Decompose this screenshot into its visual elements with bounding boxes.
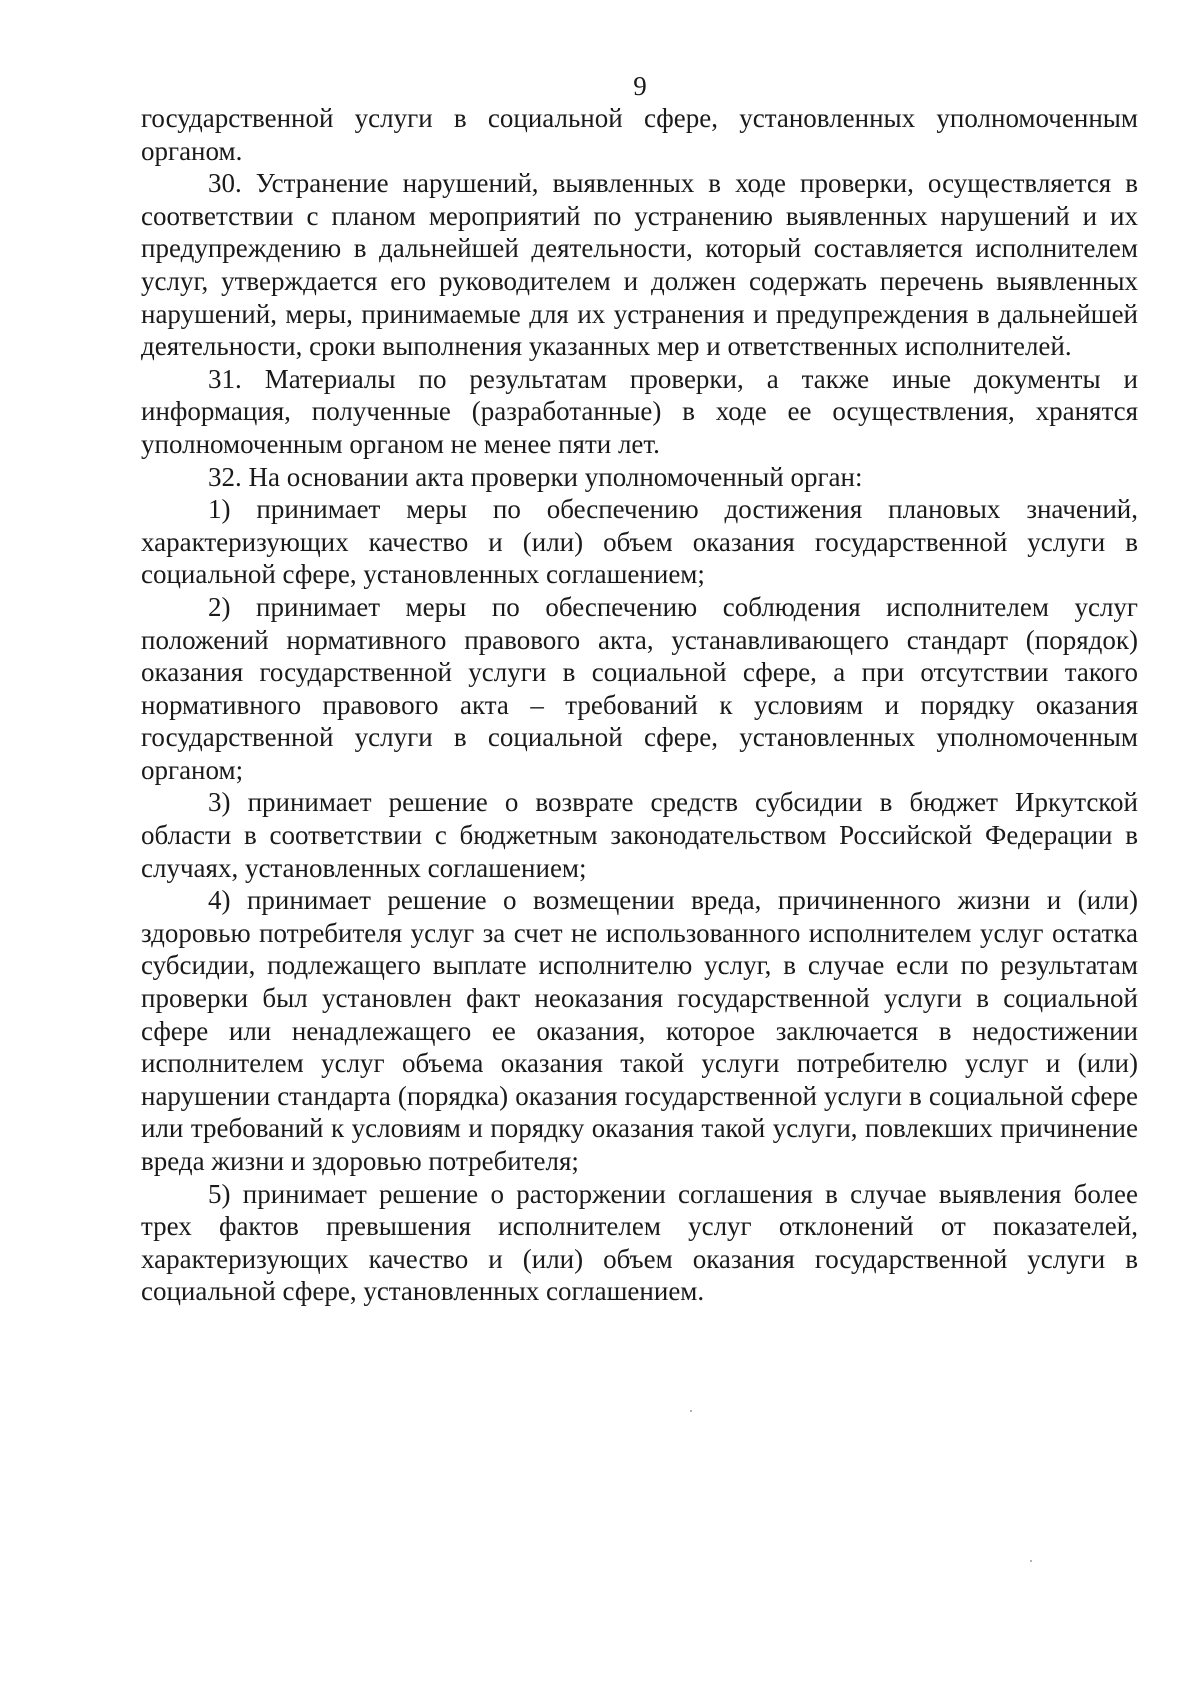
paragraph-continuation: государственной услуги в социальной сфере, установленных уполномоченным органом.: [141, 103, 1138, 166]
list-item-2: 2) принимает меры по обеспечению соблюдения исполнителем услуг положений нормативного правового акта, устанавливающего стандарт (порядок) оказания государственной услуги в социальной сфере, а при отсутствии такого нормативного правового акта – требований к условиям и порядку оказания государственной услуги в социальной сфере, установленных уполномоченным органом;: [141, 591, 1138, 785]
document-body: [141, 102, 1138, 1308]
page-number: 9: [633, 71, 647, 101]
list-item-5: 5) принимает решение о расторжении соглашения в случае выявления более трех фактов превышения исполнителем услуг отклонений от показателей, характеризующих качество и (или) объем оказания государственной услуги в социальной сфере, установленных соглашением.: [141, 1178, 1138, 1307]
list-item-3: 3) принимает решение о возврате средств субсидии в бюджет Иркутской области в соответствии с бюджетным законодательством Российской Федерации в случаях, установленных соглашением;: [141, 787, 1138, 883]
paragraph-32: 32. На основании акта проверки уполномоченный орган:: [208, 461, 863, 492]
paragraph-31: 31. Материалы по результатам проверки, а также иные документы и информация, полученные (разработанные) в ходе ее осуществления, хранятся уполномоченным органом не менее пяти лет.: [141, 363, 1138, 459]
scan-speck: [690, 1410, 692, 1412]
scan-speck: [1030, 1560, 1032, 1562]
paragraph-30: 30. Устранение нарушений, выявленных в ходе проверки, осуществляется в соответствии с планом мероприятий по устранению выявленных нарушений и их предупреждению в дальнейшей деятельности, который составляется исполнителем услуг, утверждается его руководителем и должен содержать перечень выявленных нарушений, меры, принимаемые для их устранения и предупреждения в дальнейшей деятельности, сроки выполнения указанных мер и ответственных исполнителей.: [141, 168, 1138, 362]
list-item-1: 1) принимает меры по обеспечению достижения плановых значений, характеризующих качество и (или) объем оказания государственной услуги в социальной сфере, установленных соглашением;: [141, 494, 1138, 590]
list-item-4: 4) принимает решение о возмещении вреда, причиненного жизни и (или) здоровью потребителя услуг за счет не использованного исполнителем услуг остатка субсидии, подлежащего выплате исполнителю услуг, в случае если по результатам проверки был установлен факт неоказания государственной услуги в социальной сфере или ненадлежащего ее оказания, которое заключается в недостижении исполнителем услуг объема оказания такой услуги потребителю услуг и (или) нарушении стандарта (порядка) оказания государственной услуги в социальной сфере или требований к условиям и порядку оказания такой услуги, повлекших причинение вреда жизни и здоровью потребителя;: [141, 885, 1138, 1176]
